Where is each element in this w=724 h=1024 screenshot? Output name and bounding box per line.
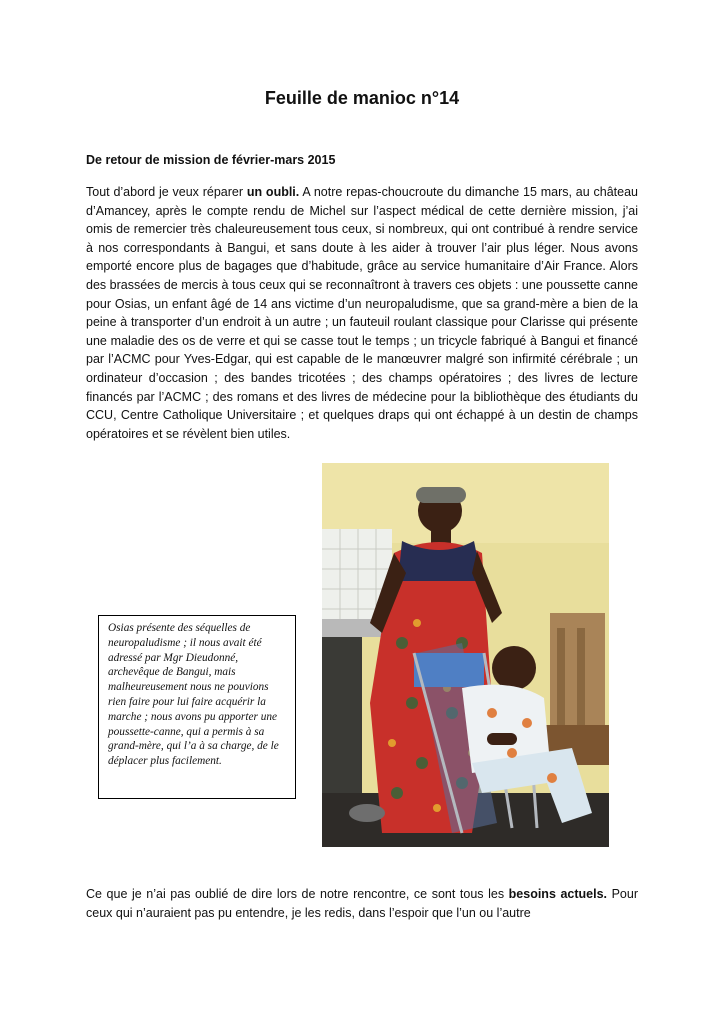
intro-text-start: Tout d’abord je veux réparer <box>86 185 247 199</box>
section-heading: De retour de mission de février-mars 2015 <box>86 153 336 167</box>
closing-bold: besoins actuels. <box>508 887 608 901</box>
intro-paragraph <box>86 183 638 443</box>
intro-text-rest: A notre repas-choucroute du dimanche 15 mars, au château d’Amancey, après le compte rendu de Michel sur l’aspect médical de cette dernière mission, j’ai omis de remercier très chaleureusement tous ceux, si nombreux, qui ont contribué à rendre service à nos correspondants à Bangui, et sans doute à les aider à trouver l’air plus léger. Nous avons emporté encore plus de bagages que d’habitude, grâce au service humanitaire d’Air France. Alors des brassées de mercis à tous ceux qui se reconnaîtront à travers ces objets : une poussette canne pour Osias, un enfant âgé de 14 ans victime d’un neuropaludisme, que sa grand-mère a bien de la peine à transporter d’un endroit à un autre ; un fauteuil roulant classique pour Clarisse qui présente une maladie des os de verre et qui se casse tout le temps ; un tricycle fabriqué à Bangui et financé par l’ACMC pour Yves-Edgar, qui est capable de le manœuvrer malgré son infirmité cérébrale ; un ordinateur d’occasion ; des bandes tricotées ; des champs opératoires ; des livres de lecture financés par l’ACMC ; des romans et des livres de médecine pour la bibliothèque des étudiants du CCU, Centre Catholique Universitaire ; et quelques draps qui ont échappé à un destin de champs opératoires et se révèlent bien utiles. <box>86 185 638 441</box>
page-title: Feuille de manioc n°14 <box>264 88 460 108</box>
photo-caption: Osias présente des séquelles de neuropaludisme ; il nous avait été adressé par Mgr Dieudonné, archevêque de Bangui, mais malheureusement nous ne pouvions rien faire pour lui faire acquérir la marche ; nous avons pu apporter une poussette-canne, qui a permis à sa grand-mère, qui l’a à sa charge, de le déplacer plus facilement. <box>98 615 296 799</box>
closing-text-start: Ce que je n’ai pas oublié de dire lors de notre rencontre, ce sont tous les <box>86 887 509 901</box>
closing-paragraph <box>86 885 638 922</box>
photo-osias <box>322 463 609 847</box>
intro-bold: un oubli. <box>246 185 300 199</box>
closing-text-rest: Pour ceux qui n’auraient pas pu entendre, je les redis, dans l’espoir que l’un ou l’autre <box>86 887 638 920</box>
